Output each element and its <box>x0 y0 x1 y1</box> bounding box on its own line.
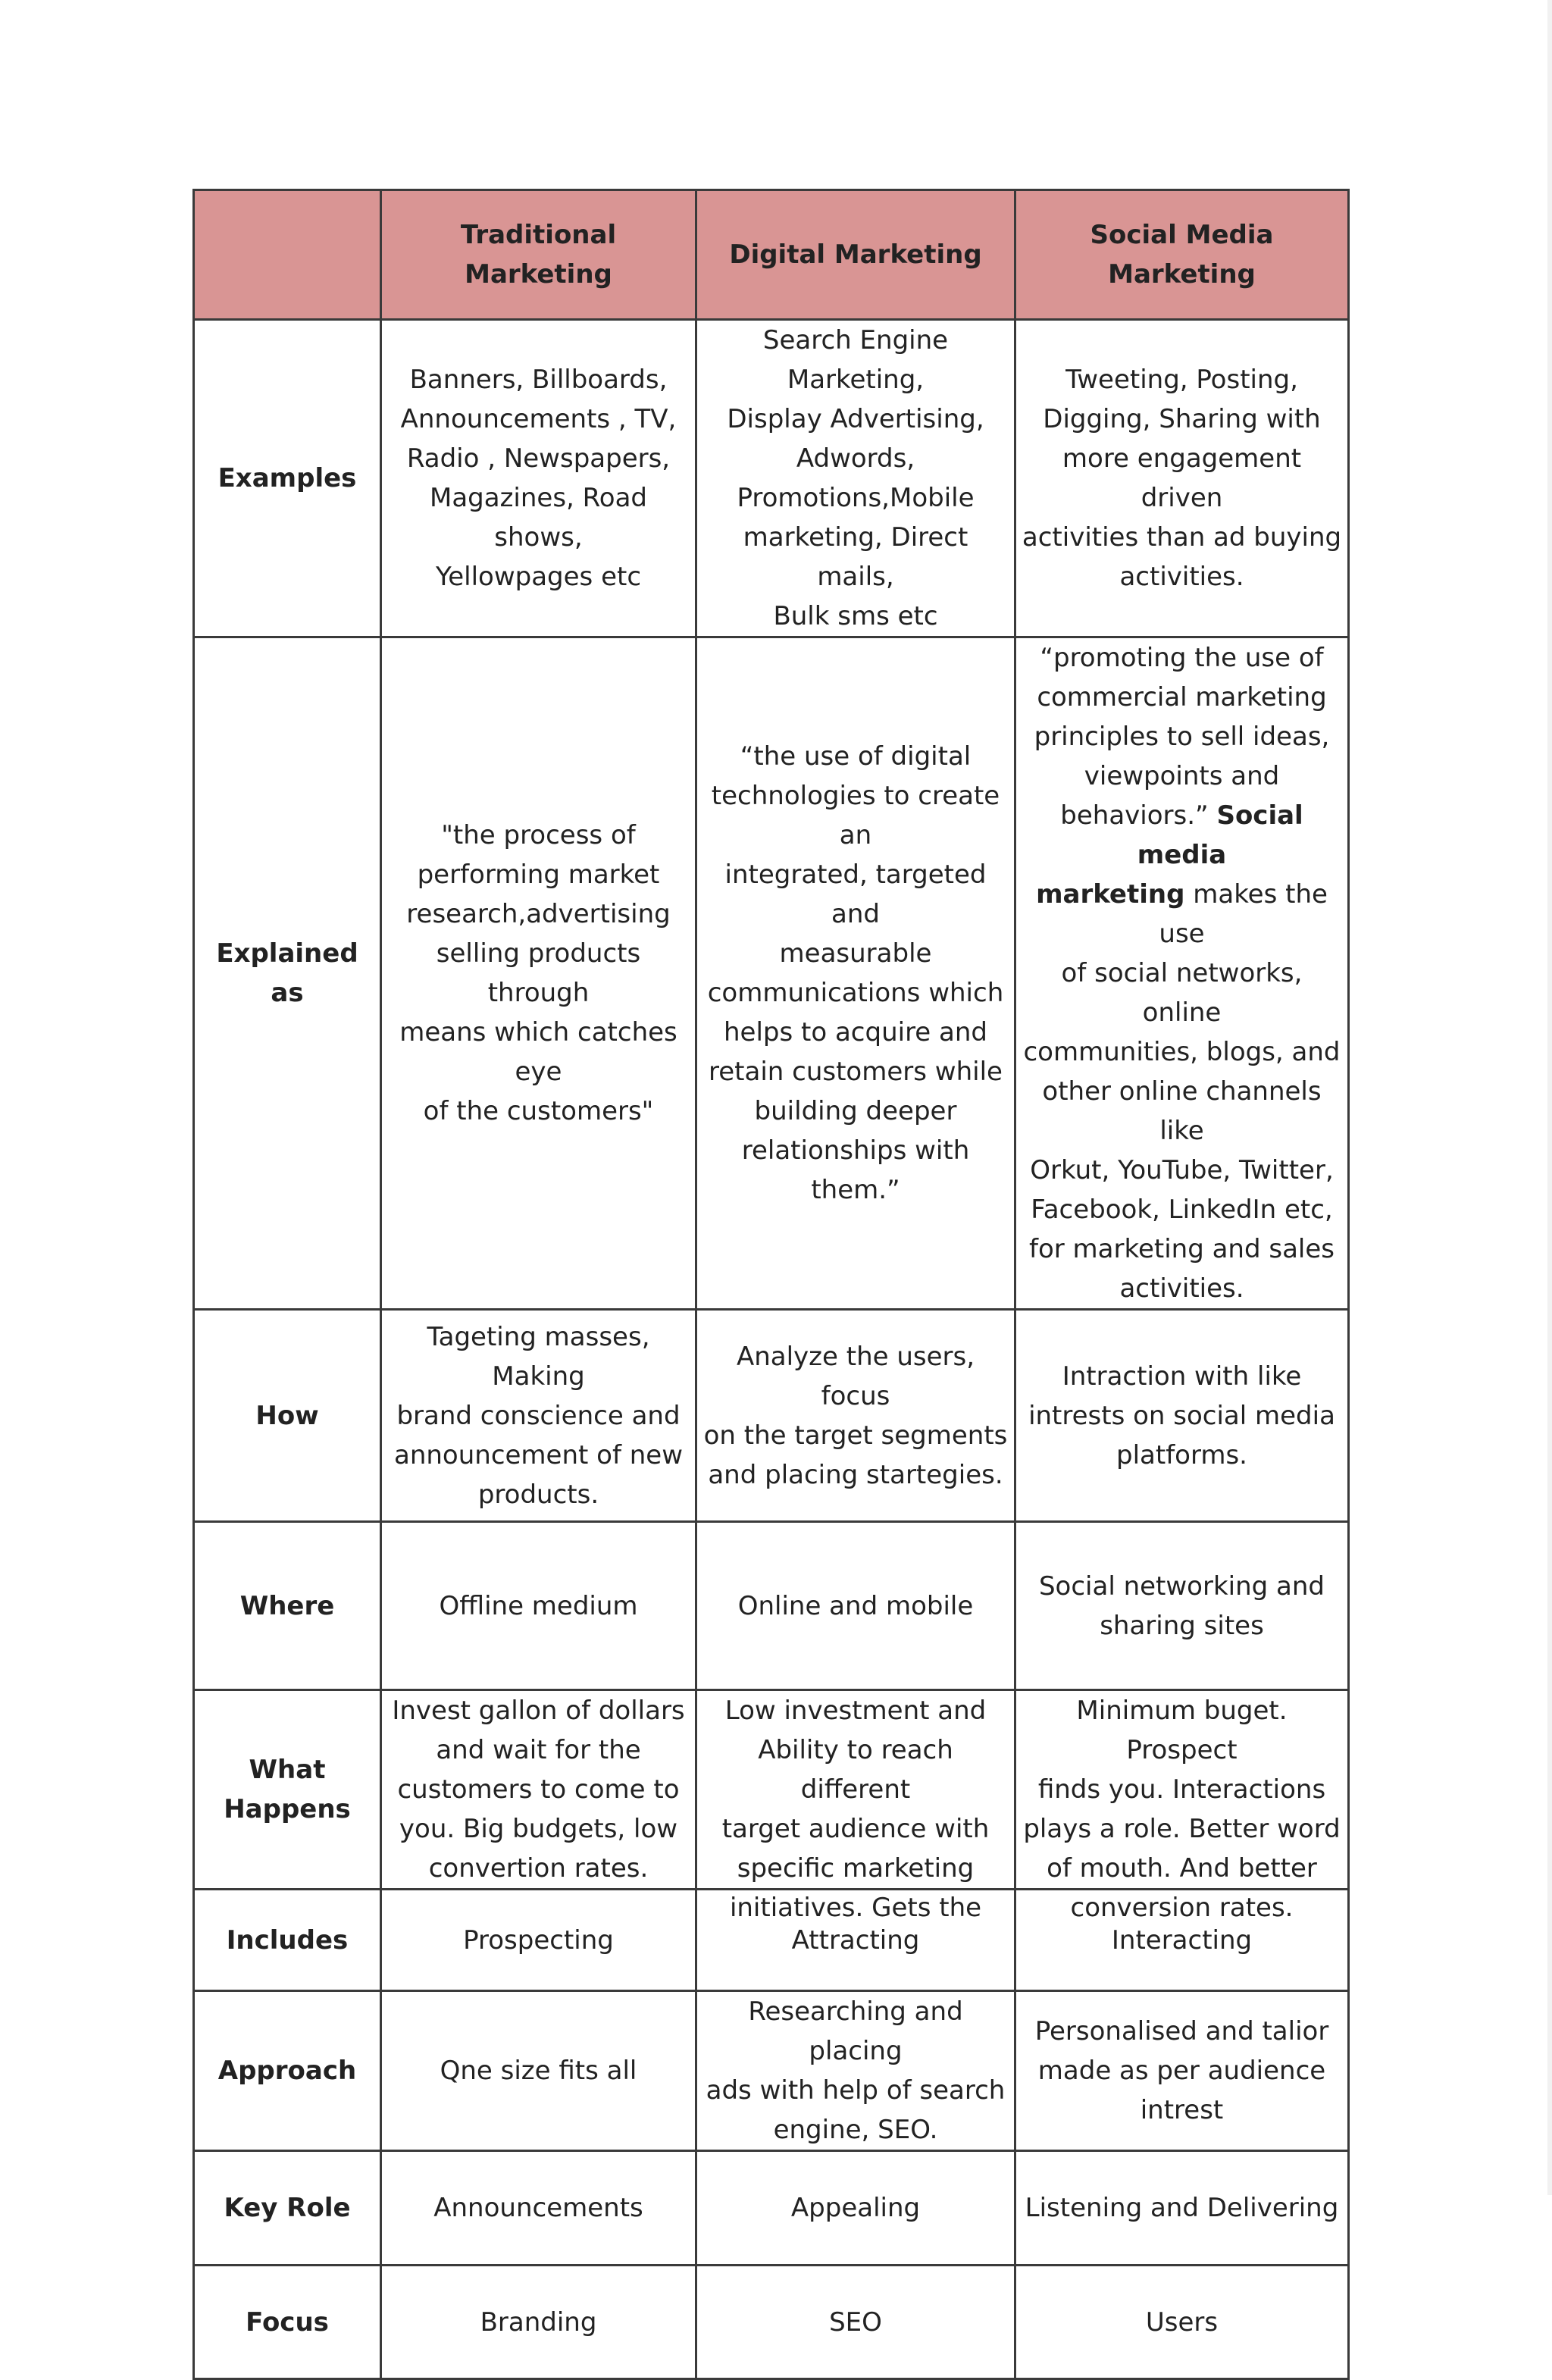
row-label-explained-as: Explained as <box>194 637 381 1310</box>
cell-text: Listening and Delivering <box>1025 2193 1339 2223</box>
cell-text: Users <box>1145 2306 1219 2338</box>
row-label-key-role: Key Role <box>194 2151 381 2266</box>
cell-examples-digital <box>696 320 1015 637</box>
cell-where-traditional <box>381 1522 696 1690</box>
row-label-where: Where <box>194 1522 381 1690</box>
cell-what-happens-social <box>1015 1690 1349 1923</box>
row-label-what-happens: What Happens <box>194 1690 381 1890</box>
cell-approach-digital <box>696 1991 1015 2151</box>
table-row-where <box>194 1522 1349 1690</box>
table-row-what-happens <box>194 1690 1349 1890</box>
cell-where-digital <box>696 1522 1015 1690</box>
cell-text: Tageting masses, Making brand conscience and announcement of new products. <box>393 1321 684 1510</box>
social-definition-rest: makes the use of social networks, online communities, blogs, and other online channels like Orkut, YouTube, Twitter, Facebook, LinkedIn etc, for marketing and sales activities. <box>1023 879 1341 1304</box>
cell-text: Tweeting, Posting, Digging, Sharing with more engagement driven activities than ad buying activities. <box>1022 365 1342 592</box>
cell-text: SEO <box>829 2306 882 2338</box>
cell-text: Online and mobile <box>737 1590 974 1621</box>
cell-text: Branding <box>480 2306 597 2338</box>
cell-text: Analyze the users, focus on the target segments and placing startegies. <box>703 1341 1008 1490</box>
cell-explained-traditional <box>381 637 696 1310</box>
cell-text: Invest gallon of dollars and wait for the customers to come to you. Big budgets, low convertion rates. <box>392 1696 685 1884</box>
cell-text: Interacting <box>1111 1924 1253 1956</box>
cell-what-happens-digital <box>696 1690 1015 1923</box>
cell-key-role-social <box>1015 2151 1349 2266</box>
row-label-examples: Examples <box>194 320 381 637</box>
table-row-explained-as <box>194 637 1349 1310</box>
cell-text <box>1021 638 1343 1308</box>
row-label-approach: Approach <box>194 1991 381 2151</box>
cell-text: Appealing <box>790 2193 921 2223</box>
cell-approach-social <box>1015 1991 1349 2151</box>
cell-focus-digital <box>696 2266 1015 2379</box>
cell-text: Attracting <box>791 1924 920 1956</box>
table-row-approach <box>194 1991 1349 2151</box>
cell-includes-traditional <box>381 1890 696 1991</box>
cell-text: Announcements <box>433 2193 643 2223</box>
cell-text: Social networking and sharing sites <box>1038 1570 1325 1641</box>
table-row-examples <box>194 320 1349 637</box>
marketing-comparison-table <box>192 189 1350 2380</box>
header-social-media-marketing: Social Media Marketing <box>1015 190 1349 320</box>
cell-how-social <box>1015 1310 1349 1522</box>
cell-text: Search Engine Marketing, Display Advertising, Adwords, Promotions,Mobile marketing, Direct mails, Bulk sms etc <box>727 325 984 631</box>
header-corner-cell <box>194 190 381 320</box>
cell-where-social <box>1015 1522 1349 1690</box>
cell-text: Qne size fits all <box>440 2056 637 2086</box>
cell-focus-traditional <box>381 2266 696 2379</box>
cell-explained-digital <box>696 637 1015 1310</box>
cell-key-role-digital <box>696 2151 1015 2266</box>
cell-text: Researching and placing ads with help of search engine, SEO. <box>706 1996 1006 2145</box>
cell-examples-social <box>1015 320 1349 637</box>
cell-text: Personalised and talior made as per audience intrest <box>1034 2016 1329 2125</box>
cell-approach-traditional <box>381 1991 696 2151</box>
cell-text: “the use of digital technologies to create an integrated, targeted and measurable communications which helps to acquire and retain customers while building deeper relationships with them.” <box>707 741 1004 1205</box>
cell-what-happens-traditional <box>381 1690 696 1890</box>
row-label-how: How <box>194 1310 381 1522</box>
table-row-how <box>194 1310 1349 1522</box>
cell-text: Intraction with like intrests on social media platforms. <box>1028 1361 1335 1470</box>
cell-text: Banners, Billboards, Announcements , TV, Radio , Newspapers, Magazines, Road shows, Yellowpages etc <box>400 365 677 592</box>
page-edge <box>1547 0 1552 2195</box>
header-digital-marketing: Digital Marketing <box>696 190 1015 320</box>
cell-examples-traditional <box>381 320 696 637</box>
cell-how-digital <box>696 1310 1015 1522</box>
cell-key-role-traditional <box>381 2151 696 2266</box>
header-row <box>194 190 1349 320</box>
row-label-includes: Includes <box>194 1890 381 1991</box>
table-row-focus <box>194 2266 1349 2379</box>
header-traditional-marketing: Traditional Marketing <box>381 190 696 320</box>
cell-explained-social <box>1015 637 1349 1310</box>
social-media-marketing-bold: Social media marketing <box>1036 800 1303 910</box>
cell-text: Prospecting <box>463 1924 614 1956</box>
cell-text: Low investment and Ability to reach different target audience with specific marketing initiatives. Gets the <box>721 1696 990 1923</box>
cell-text: "the process of performing market research,advertising selling products through means which catches eye of the customers" <box>399 820 677 1126</box>
cell-how-traditional <box>381 1310 696 1522</box>
cell-focus-social <box>1015 2266 1349 2379</box>
cell-text: Offline medium <box>439 1590 638 1621</box>
social-definition-quote: “promoting the use of commercial marketing principles to sell ideas, viewpoints and behaviors.” <box>1034 643 1330 831</box>
cell-text: Minimum buget. Prospect finds you. Interactions plays a role. Better word of mouth. And better conversion rates. <box>1023 1696 1341 1923</box>
table-row-key-role <box>194 2151 1349 2266</box>
row-label-focus: Focus <box>194 2266 381 2379</box>
